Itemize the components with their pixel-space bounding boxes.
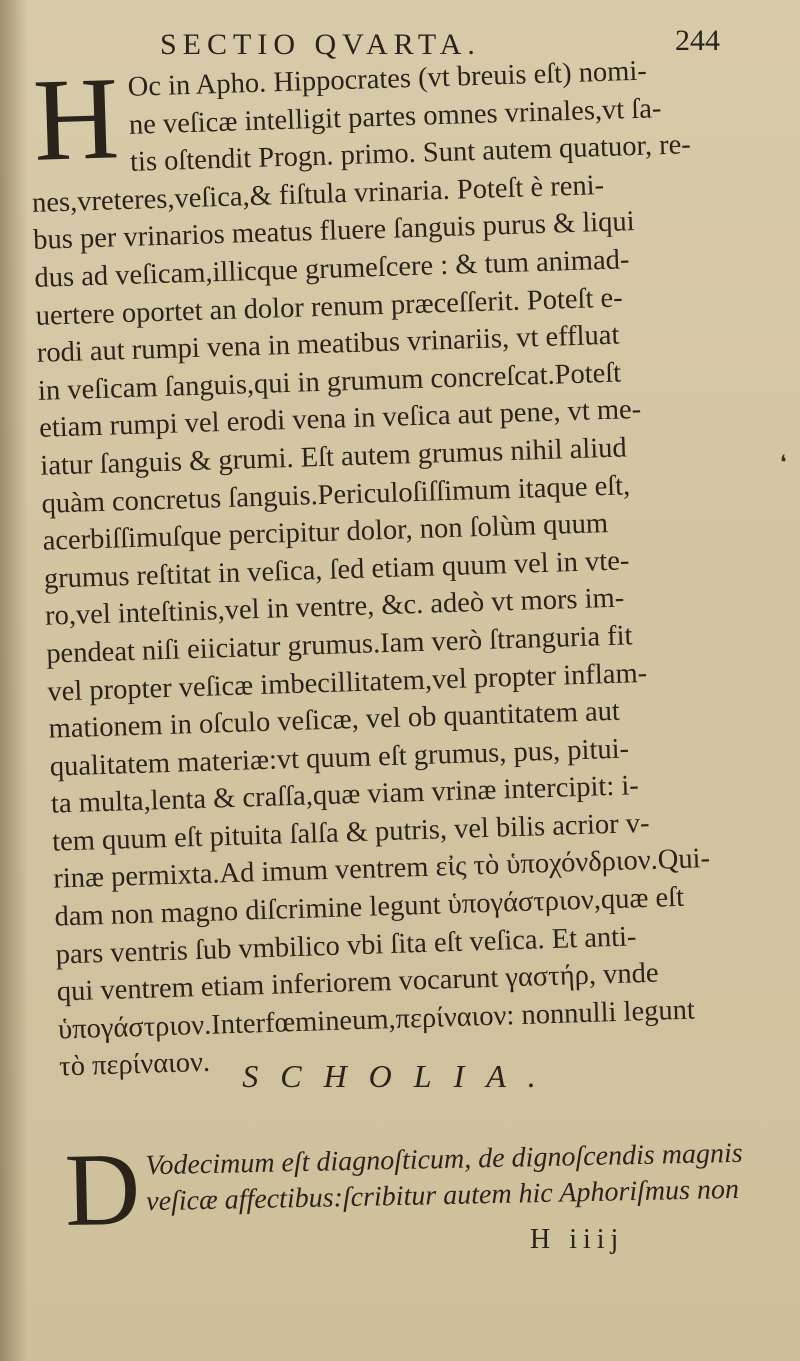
text-line: nes,vreteres,veſica,& fiſtula vrinaria. Poteſt è reni- [31,169,605,219]
text-line: rinæ permixta.Ad imum ventrem εἰς τὸ ὑποχόνδριον.Qui- [52,843,711,896]
text-line: ta multa,lenta & craſſa,quæ viam vrinæ intercipit: i- [50,770,640,820]
drop-cap-h: H [31,52,121,186]
text-line: in veſicam ſanguis,qui in grumum concreſcat.Poteſt [37,357,622,407]
text-line: tem quum eſt pituita ſalſa & putris, vel bilis acrior v- [51,807,650,858]
running-title: SECTIO QVARTA. [160,28,481,61]
text-line: rodi aut rumpi vena in meatibus vrinariis, vt effluat [36,319,620,370]
text-line: ne veſicæ intelligit partes omnes vrinales,vt ſa- [128,92,662,141]
drop-cap-d: D [63,1131,142,1248]
page-number: 244 [675,24,720,57]
scholia-line: veſicæ affectibus:ſcribitur autem hic Aphoriſmus non [145,1173,740,1218]
margin-mark: ❛ [780,450,787,474]
text-line: ro,vel inteſtinis,vel in ventre, &c. adeò vt mors im- [44,582,625,633]
main-text-block [28,49,800,1087]
text-line: quàm concretus ſanguis.Periculoſiſſimum itaque eſt, [41,469,631,520]
text-line: mationem in oſculo veſicæ, vel ob quantitatem aut [48,695,621,745]
text-line: bus per vrinarios meatus fluere ſanguis purus & liqui [32,206,636,257]
text-line: uertere oportet an dolor renum præceſſerit. Poteſt e- [35,282,624,332]
main-text [28,49,800,1087]
text-line: pars ventris ſub vmbilico vbi ſita eſt veſica. Et anti- [55,920,637,971]
text-line: ὑπογάστριον.Interfœmineum,περίναιον: nonnulli legunt [57,994,696,1046]
text-line: dus ad veſicam,illicque grumeſcere : & tum animad- [33,244,630,294]
text-line: τὸ περίναιον. [58,1047,211,1083]
text-line: Oc in Apho. Hippocrates (vt breuis eſt) nomi- [127,55,648,103]
text-line: acerbiſſimuſque percipitur dolor, non ſolùm quum [42,508,609,557]
text-line: iatur ſanguis & grumi. Eſt autem grumus nihil aliud [39,432,628,482]
text-line: vel propter veſicæ imbecillitatem,vel propter inflam- [46,657,648,708]
text-line: qualitatem materiæ:vt quum eſt grumus, pus, pitui- [49,733,630,783]
signature-mark: H iiij [530,1224,625,1255]
text-line: grumus reſtitat in veſica, ſed etiam quum vel in vte- [43,545,630,595]
text-line: dam non magno diſcrimine legunt ὑπογάστριον,quæ eſt [54,881,685,933]
scholia-heading: SCHOLIA. [242,1058,558,1094]
text-line: etiam rumpi vel erodi vena in veſica aut pene, vt me- [38,394,642,445]
text-line: pendeat niſi eiiciatur grumus.Iam verò ſtranguria fit [45,620,633,670]
text-line: tis oſtendit Progn. primo. Sunt autem quatuor, re- [129,129,692,179]
text-line: qui ventrem etiam inferiorem vocarunt γαστήρ, vnde [56,957,659,1008]
scholia-line: Vodecimum eſt diagnoſticum, de dignoſcendis magnis [145,1137,743,1182]
